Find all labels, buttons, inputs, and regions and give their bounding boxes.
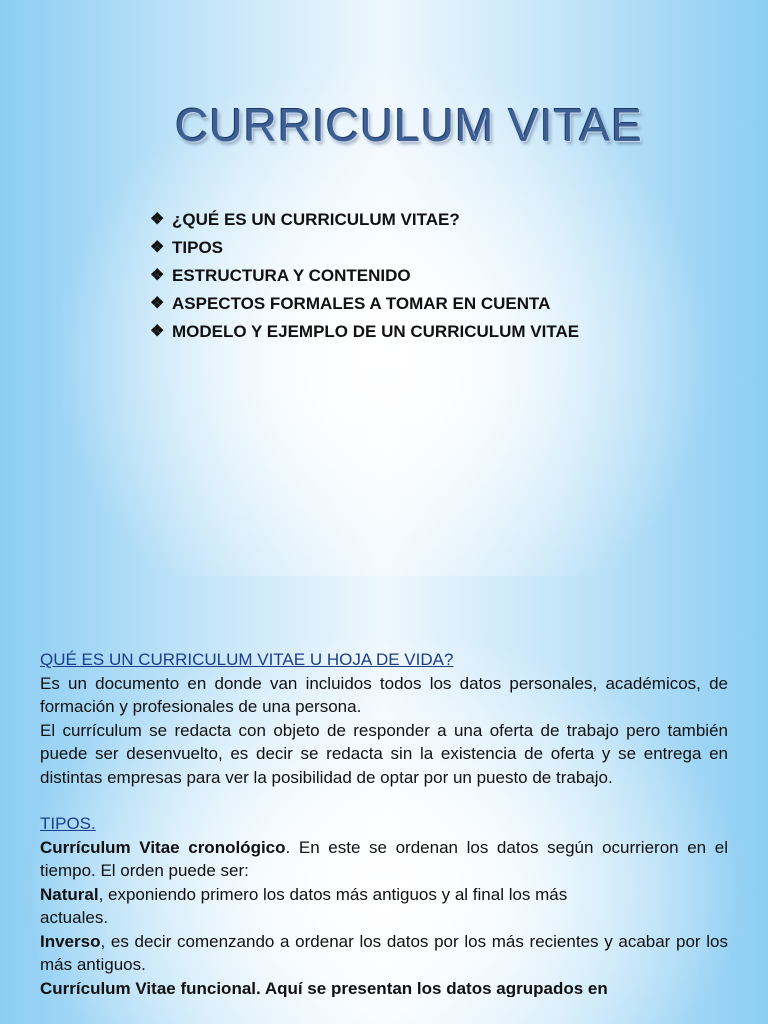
topic-item <box>150 262 579 290</box>
inverso-paragraph <box>40 930 728 977</box>
four-diamond-bullet-icon: ❖ <box>150 323 165 340</box>
inverso-term: Inverso <box>40 931 101 951</box>
topic-label: TIPOS <box>172 238 224 257</box>
cronologico-text: . En este se ordenan los datos según ocurrieron en el tiempo. El orden puede ser: <box>40 837 728 880</box>
four-diamond-bullet-icon: ❖ <box>150 239 165 256</box>
topic-label: MODELO Y EJEMPLO DE UN CURRICULUM VITAE <box>172 322 580 341</box>
natural-term: Natural <box>40 884 99 904</box>
cronologico-paragraph <box>40 836 728 883</box>
natural-paragraph <box>40 883 728 907</box>
topic-label: ESTRUCTURA Y CONTENIDO <box>172 266 411 285</box>
four-diamond-bullet-icon: ❖ <box>150 295 165 312</box>
topic-list <box>150 206 579 346</box>
four-diamond-bullet-icon: ❖ <box>150 267 165 284</box>
slide-body <box>40 648 728 997</box>
topic-item <box>150 318 579 346</box>
natural-continuation: actuales. <box>40 908 109 927</box>
topic-label: ASPECTOS FORMALES A TOMAR EN CUENTA <box>172 294 551 313</box>
inverso-text: , es decir comenzando a ordenar los datos por los más recientes y acabar por los más antiguos. <box>40 931 728 974</box>
natural-text: , exponiendo primero los datos más antiguos y al final los más <box>98 884 568 904</box>
topic-item <box>150 290 579 318</box>
truncated-line: Currículum Vitae funcional. Aquí se presentan los datos agrupados en <box>40 978 608 997</box>
topic-label: ¿QUÉ ES UN CURRICULUM VITAE? <box>172 210 460 229</box>
cronologico-term: Currículum Vitae cronológico <box>40 837 286 857</box>
slide-2 <box>0 576 768 1024</box>
topic-item <box>150 206 579 234</box>
section-heading-tipos: TIPOS. <box>40 814 96 833</box>
four-diamond-bullet-icon: ❖ <box>150 211 165 228</box>
slide-title: CURRICULUM VITAE <box>175 99 643 151</box>
topic-item <box>150 234 579 262</box>
section-heading-que-es: QUÉ ES UN CURRICULUM VITAE U HOJA DE VIDA? <box>40 650 454 669</box>
definition-paragraph: Es un documento en donde van incluidos todos los datos personales, académicos, de formación y profesionales de una persona. <box>40 673 728 716</box>
explanation-paragraph: El currículum se redacta con objeto de responder a una oferta de trabajo pero también puede ser desenvuelto, es decir se redacta sin la existencia de oferta y se entrega en distintas empresas para ver la posibilidad de optar por un puesto de trabajo. <box>40 720 728 787</box>
